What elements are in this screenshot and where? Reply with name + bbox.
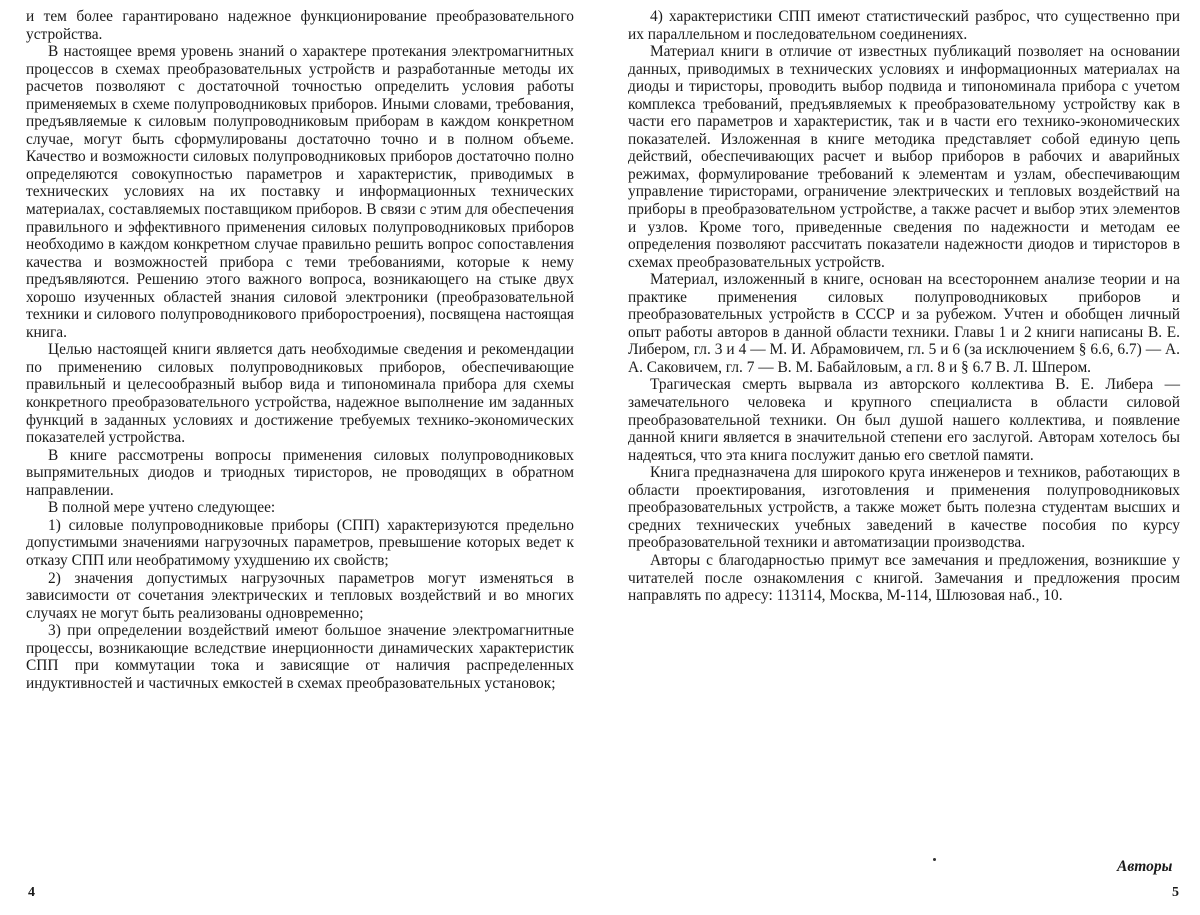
right-page-text [628, 8, 1180, 605]
paragraph: Материал, изложенный в книге, основан на всестороннем анализе теории и на практике применения силовых полупроводниковых приборов и преобразовательных устройств в СССР и за рубежом. Учтен и обобщен личный опыт работы авторов в данной области техники. Главы 1 и 2 книги написаны В. Е. Либером, гл. 3 и 4 — М. И. Абрамовичем, гл. 5 и 6 (за исключением § 6.6, 6.7) — А. А. Саковичем, гл. 7 — В. М. Бабайловым, а гл. 8 и § 6.7 В. Л. Шпером. [628, 271, 1180, 376]
right-page [628, 8, 1180, 605]
paragraph: В книге рассмотрены вопросы применения силовых полупроводниковых выпрямительных диодов и триодных тиристоров, не проводящих в обратном направлении. [26, 446, 574, 499]
list-item: 2) значения допустимых нагрузочных параметров могут изменяться в зависимости от сочетания электрических и тепловых воздействий и во многих случаях не могут быть реализованы одновременно; [26, 569, 574, 622]
paragraph: В полной мере учтено следующее: [48, 499, 276, 517]
left-page-text [26, 8, 574, 692]
paragraph: Книга предназначена для широкого круга инженеров и техников, работающих в области проектирования, изготовления и применения полупроводниковых преобразовательных устройств, а также может быть полезна студентам высших и средних технических учебных заведений в качестве пособия по курсу преобразовательной техники и автоматизации производства. [628, 464, 1180, 552]
signature: Авторы [1117, 858, 1173, 875]
paragraph: и тем более гарантировано надежное функционирование преобразовательного устройства. [26, 8, 574, 43]
page-number-left: 4 [28, 885, 35, 900]
paragraph: Авторы с благодарностью примут все замечания и предложения, возникшие у читателей после ознакомления с книгой. Замечания и предложения просим направлять по адресу: 113114, Москва, М-114, Шлюзовая наб., 10. [628, 551, 1180, 605]
page-number-right: 5 [1172, 885, 1179, 900]
left-page [26, 8, 574, 692]
print-speck [933, 858, 936, 861]
list-item: 3) при определении воздействий имеют большое значение электромагнитные процессы, возникающие вследствие инерционности динамических характеристик СПП при коммутации тока и зависящие от наличия распределенных индуктивностей и частичных емкостей в схемах преобразовательных установок; [26, 622, 574, 692]
paragraph: Материал книги в отличие от известных публикаций позволяет на основании данных, приводимых в технических условиях и информационных материалах на диоды и тиристоры, проводить выбор подвида и типономинала прибора с учетом комплекса требований, предъявляемых к преобразовательному устройству как в части его параметров и характеристик, так и в части его технико-экономических показателей. Изложенная в книге методика представляет собой единую цепь действий, обеспечивающих расчет и выбор приборов в рабочих и аварийных режимах, формулирование требований к элементам и узлам, обеспечивающим управление тиристорами, ограничение электрических и тепловых воздействий на приборы в преобразовательном устройстве, а также расчет и выбор этих элементов и узлов. Кроме того, приведенные сведения по надежности и методам ее определения позволяют рассчитать показатели надежности диодов и тиристоров в схемах преобразовательных устройств. [628, 43, 1180, 271]
paragraph: Трагическая смерть вырвала из авторского коллектива В. Е. Либера — замечательного человека и крупного специалиста в области силовой преобразовательной техники. Он был душой нашего коллектива, и появление данной книги является в значительной степени его заслугой. Авторам хотелось бы надеяться, что эта книга послужит данью его светлой памяти. [628, 376, 1180, 464]
list-item: 1) силовые полупроводниковые приборы (СПП) характеризуются предельно допустимыми значениями нагрузочных параметров, превышение которых ведет к отказу СПП или необратимому ухудшению их свойств; [26, 516, 574, 569]
list-item: 4) характеристики СПП имеют статистический разброс, что существенно при их параллельном и последовательном соединениях. [628, 8, 1180, 43]
paragraph: Целью настоящей книги является дать необходимые сведения и рекомендации по применению силовых полупроводниковых приборов, обеспечивающие правильный и целесообразный выбор вида и типономинала прибора для схемы конкретного преобразовательного устройства, надежное выполнение им заданных функций в заданных условиях и достижение требуемых технико-экономических показателей устройства. [26, 341, 574, 447]
paragraph: В настоящее время уровень знаний о характере протекания электромагнитных процессов в схемах преобразовательных устройств и разработанные методы их расчетов позволяют с достаточной точностью определить условия работы применяемых в схеме полупроводниковых приборов. Иными словами, требования, предъявляемые к силовым полупроводниковым приборам в каждом конкретном случае, могут быть сформулированы достаточно точно и в полном объеме. Качество и возможности силовых полупроводниковых приборов достаточно полно определяются совокупностью параметров и характеристик, приводимых в технических условиях на их поставку и информационных технических материалах, составляемых поставщиком приборов. В связи с этим для обеспечения правильного и эффективного применения силовых полупроводниковых приборов необходимо в каждом конкретном случае правильно решить вопрос сопоставления качества и возможностей прибора с теми требованиями, которые к нему предъявляются. Решению этого важного вопроса, возникающего на стыке двух хорошо изученных областей знания силовой электроники (преобразовательной техники и силового полупроводникового приборостроения), посвящена настоящая книга. [26, 43, 574, 341]
